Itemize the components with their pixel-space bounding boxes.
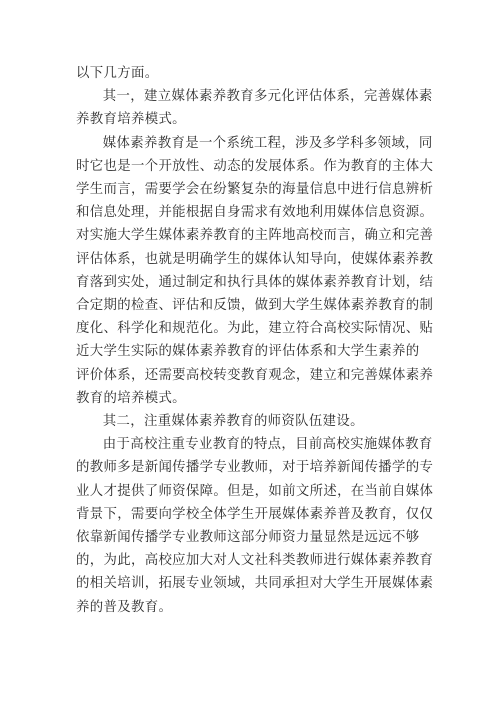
text-line: 合定期的检查、评估和反馈，做到大学生媒体素养教育的制 <box>76 298 434 314</box>
text-line: 的，为此，高校应加大对人文社科类教师进行媒体素养教育 <box>76 553 434 569</box>
text-line: 业人才提供了师资保障。但是，如前文所述，在当前自媒体 <box>76 483 434 499</box>
text-line: 度化、科学化和规范化。为此，建立符合高校实际情况、贴 <box>76 321 434 337</box>
text-line: 依靠新闻传播学专业教师这部分师资力量显然是远远不够 <box>76 530 420 546</box>
text-line: 其二，注重媒体素养教育的师资队伍建设。 <box>102 414 364 430</box>
paragraph-intro-end <box>76 62 434 85</box>
text-line: 评估体系，也就是明确学生的媒体认知导向，使媒体素养教 <box>76 251 434 267</box>
text-line: 的教师多是新闻传播学专业教师，对于培养新闻传播学的专 <box>76 460 434 476</box>
text-line: 育落到实处，通过制定和执行具体的媒体素养教育计划，结 <box>76 274 434 290</box>
text-line: 由于高校注重专业教育的特点，目前高校实施媒体教育 <box>102 437 433 453</box>
text-line: 背景下，需要向学校全体学生开展媒体素养普及教育，仅仅 <box>76 506 434 522</box>
text-line: 评价体系，还需要高校转变教育观念，建立和完善媒体素养 <box>76 367 434 383</box>
text-line: 养教育培养模式。 <box>76 112 186 128</box>
text-line: 对实施大学生媒体素养教育的主阵地高校而言，确立和完善 <box>76 228 434 244</box>
text-line: 时它也是一个开放性、动态的发展体系。作为教育的主体大 <box>76 158 434 174</box>
text-line: 其一，建立媒体素养教育多元化评估体系，完善媒体素 <box>102 89 433 105</box>
paragraph-point-two-heading <box>76 410 434 433</box>
paragraph-point-one-body <box>76 132 434 410</box>
body-text <box>76 62 434 619</box>
text-line: 教育的培养模式。 <box>76 390 186 406</box>
text-line: 的相关培训，拓展专业领域，共同承担对大学生开展媒体素 <box>76 576 434 592</box>
text-line: 近大学生实际的媒体素养教育的评估体系和大学生素养的 <box>76 344 420 360</box>
text-line: 以下几方面。 <box>76 66 159 81</box>
text-line: 养的普及教育。 <box>76 599 173 615</box>
paragraph-point-two-body <box>76 433 434 619</box>
text-line: 学生而言，需要学会在纷繁复杂的海量信息中进行信息辨析 <box>76 182 434 198</box>
text-line: 媒体素养教育是一个系统工程，涉及多学科多领域，同 <box>102 135 433 151</box>
paragraph-point-one-heading <box>76 85 434 131</box>
text-line: 和信息处理，并能根据自身需求有效地利用媒体信息资源。 <box>76 205 434 221</box>
